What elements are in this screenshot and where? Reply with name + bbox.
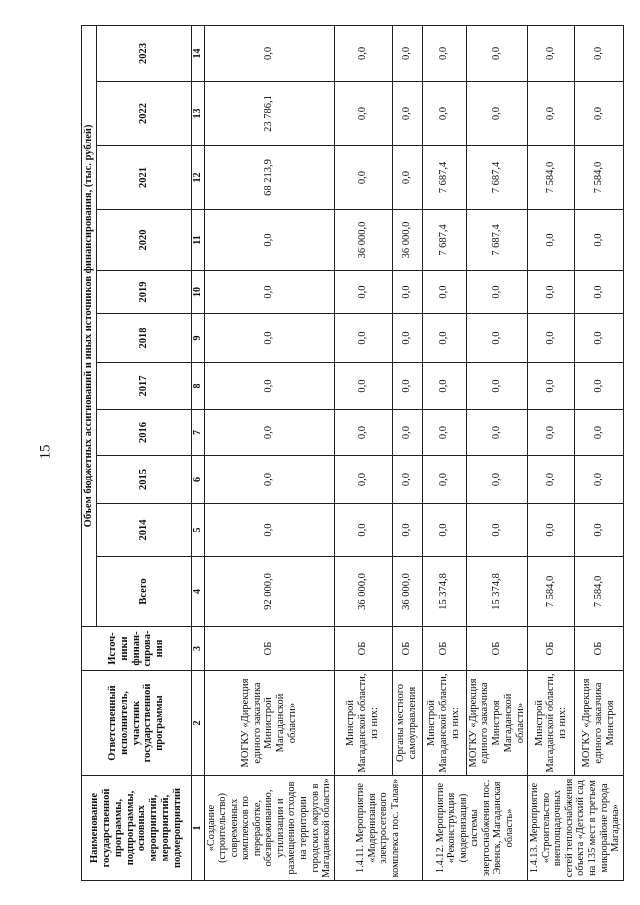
- row-value: 0,0: [392, 314, 422, 363]
- row-source: ОБ: [466, 627, 528, 671]
- row-value: 7 687,4: [422, 210, 466, 271]
- row-value: 0,0: [574, 456, 623, 504]
- row-value: 0,0: [422, 271, 466, 314]
- rotated-table-wrapper: [81, 26, 622, 881]
- header-year: 2017: [96, 363, 191, 410]
- row-value: 36 000,0: [392, 557, 422, 627]
- row-value: 0,0: [574, 363, 623, 410]
- row-value: 36 000,0: [334, 557, 392, 627]
- row-value: 0,0: [528, 210, 575, 271]
- row-value: 0,0: [334, 146, 392, 210]
- row-executor: Минстрой Магаданской области, из них:: [334, 671, 392, 776]
- row-executor: МОГКУ «Дирекция единого заказчика Минстроя Магаданской области»: [466, 671, 528, 776]
- header-year: 2023: [96, 25, 191, 81]
- table-row: [466, 25, 528, 880]
- row-executor: Минстрой Магаданской области, из них:: [528, 671, 575, 776]
- row-value: 0,0: [528, 504, 575, 557]
- header-name: Наименование государственной программы, подпрограммы, основных мероприятий, мероприятий, подмероприятий: [82, 776, 192, 881]
- row-value: 0,0: [334, 82, 392, 146]
- row-value: 0,0: [204, 456, 334, 504]
- row-value: 0,0: [392, 25, 422, 81]
- row-value: 0,0: [392, 504, 422, 557]
- row-value: 0,0: [204, 363, 334, 410]
- row-value: 0,0: [204, 504, 334, 557]
- page-number: 15: [37, 444, 54, 460]
- row-value: 7 687,4: [466, 210, 528, 271]
- header-year: 2016: [96, 410, 191, 456]
- row-source: ОБ: [204, 627, 334, 671]
- row-name: «Создание (строительство) современных комплексов по переработке, обезвреживанию, утилизации и размещению отходов на территории городских округов в Магаданской области»: [204, 776, 334, 881]
- row-value: 36 000,0: [334, 210, 392, 271]
- row-value: 0,0: [574, 271, 623, 314]
- row-value: 0,0: [528, 82, 575, 146]
- row-value: 0,0: [392, 363, 422, 410]
- header-year: 2021: [96, 146, 191, 210]
- row-value: 0,0: [392, 410, 422, 456]
- column-number: 5: [191, 504, 204, 557]
- row-value: 36 000,0: [392, 210, 422, 271]
- row-executor: Минстрой Магаданской области, из них:: [422, 671, 466, 776]
- column-number: 10: [191, 271, 204, 314]
- column-number: 9: [191, 314, 204, 363]
- table-row: [422, 25, 466, 880]
- row-value: 0,0: [334, 25, 392, 81]
- row-value: 0,0: [574, 82, 623, 146]
- column-number: 11: [191, 210, 204, 271]
- header-year: 2020: [96, 210, 191, 271]
- row-value: 0,0: [466, 25, 528, 81]
- row-value: 0,0: [574, 25, 623, 81]
- column-number: 6: [191, 456, 204, 504]
- row-value: 68 213,9: [204, 146, 334, 210]
- header-executor: Ответственный исполнитель, участник государственной программы: [82, 671, 192, 776]
- column-number: 1: [191, 776, 204, 881]
- row-source: ОБ: [392, 627, 422, 671]
- row-value: 0,0: [204, 25, 334, 81]
- table-row: [574, 25, 623, 880]
- column-number: 8: [191, 363, 204, 410]
- column-number: 4: [191, 557, 204, 627]
- row-value: 92 000,0: [204, 557, 334, 627]
- row-value: 0,0: [528, 363, 575, 410]
- row-value: 0,0: [528, 271, 575, 314]
- row-executor: Органы местного самоуправления: [392, 671, 422, 776]
- row-value: 0,0: [574, 504, 623, 557]
- row-value: 15 374,8: [466, 557, 528, 627]
- table-row: [334, 25, 392, 880]
- table-row: [528, 25, 575, 880]
- header-year: 2014: [96, 504, 191, 557]
- row-value: 7 687,4: [422, 146, 466, 210]
- column-number: 2: [191, 671, 204, 776]
- row-value: 0,0: [574, 410, 623, 456]
- row-value: 7 584,0: [574, 557, 623, 627]
- row-value: 0,0: [528, 25, 575, 81]
- row-value: 0,0: [392, 271, 422, 314]
- column-number: 13: [191, 82, 204, 146]
- row-value: 0,0: [334, 456, 392, 504]
- row-source: ОБ: [334, 627, 392, 671]
- row-value: 0,0: [466, 271, 528, 314]
- row-value: 0,0: [466, 314, 528, 363]
- column-number: 12: [191, 146, 204, 210]
- row-value: 7 687,4: [466, 146, 528, 210]
- row-value: 0,0: [422, 82, 466, 146]
- row-value: 0,0: [334, 410, 392, 456]
- row-value: 0,0: [528, 456, 575, 504]
- header-funding-group: Объем бюджетных ассигнований и иных источников финансирования, (тыс. рублей): [82, 25, 97, 626]
- row-value: 0,0: [204, 210, 334, 271]
- row-value: 0,0: [422, 456, 466, 504]
- financing-table: [81, 25, 624, 881]
- row-source: ОБ: [528, 627, 575, 671]
- row-value: 0,0: [204, 271, 334, 314]
- row-value: 0,0: [528, 410, 575, 456]
- row-value: 0,0: [422, 314, 466, 363]
- row-value: 7 584,0: [528, 146, 575, 210]
- row-value: 0,0: [204, 314, 334, 363]
- row-value: 23 786,1: [204, 82, 334, 146]
- header-year: 2019: [96, 271, 191, 314]
- row-value: 0,0: [574, 210, 623, 271]
- table-row: [392, 25, 422, 880]
- row-value: 0,0: [334, 271, 392, 314]
- row-value: 0,0: [528, 314, 575, 363]
- row-source: ОБ: [422, 627, 466, 671]
- row-value: 0,0: [422, 363, 466, 410]
- row-value: 0,0: [574, 314, 623, 363]
- header-source: Источ-ники финан-сирова-ния: [82, 627, 192, 671]
- row-value: 0,0: [422, 504, 466, 557]
- row-value: 15 374,8: [422, 557, 466, 627]
- row-value: 0,0: [466, 363, 528, 410]
- row-value: 0,0: [422, 25, 466, 81]
- row-value: 0,0: [466, 410, 528, 456]
- header-year: 2022: [96, 82, 191, 146]
- row-value: 0,0: [392, 82, 422, 146]
- row-value: 0,0: [466, 504, 528, 557]
- row-value: 7 584,0: [528, 557, 575, 627]
- row-executor: МОГКУ «Дирекция единого заказчика Министрой Магаданской области»: [204, 671, 334, 776]
- row-value: 7 584,0: [574, 146, 623, 210]
- column-number: 3: [191, 627, 204, 671]
- row-value: 0,0: [392, 146, 422, 210]
- row-value: 0,0: [204, 410, 334, 456]
- row-value: 0,0: [466, 82, 528, 146]
- row-value: 0,0: [334, 314, 392, 363]
- row-name: 1.4.13. Мероприятие «Строительство внеплощадочных сетей теплоснабжения объекта «Детский сад на 135 мест в третьем микрорайоне города Магадана»: [528, 776, 623, 881]
- row-name: 1.4.12. Мероприятие «Реконструкция (модернизация) системы энергоснабжения пос. Эвенск, Магаданская область»: [422, 776, 528, 881]
- row-value: 0,0: [334, 504, 392, 557]
- column-number: 14: [191, 25, 204, 81]
- row-value: 0,0: [466, 456, 528, 504]
- row-value: 0,0: [422, 410, 466, 456]
- header-year: 2018: [96, 314, 191, 363]
- row-value: 0,0: [334, 363, 392, 410]
- row-value: 0,0: [392, 456, 422, 504]
- row-source: ОБ: [574, 627, 623, 671]
- column-number: 7: [191, 410, 204, 456]
- row-executor: МОГКУ «Дирекция единого заказчика Минстроя: [574, 671, 623, 776]
- header-year: Всего: [96, 557, 191, 627]
- table-row: [204, 25, 334, 880]
- row-name: 1.4.11. Мероприятие «Модернизация электросетевого комплекса пос. Талая»: [334, 776, 422, 881]
- header-year: 2015: [96, 456, 191, 504]
